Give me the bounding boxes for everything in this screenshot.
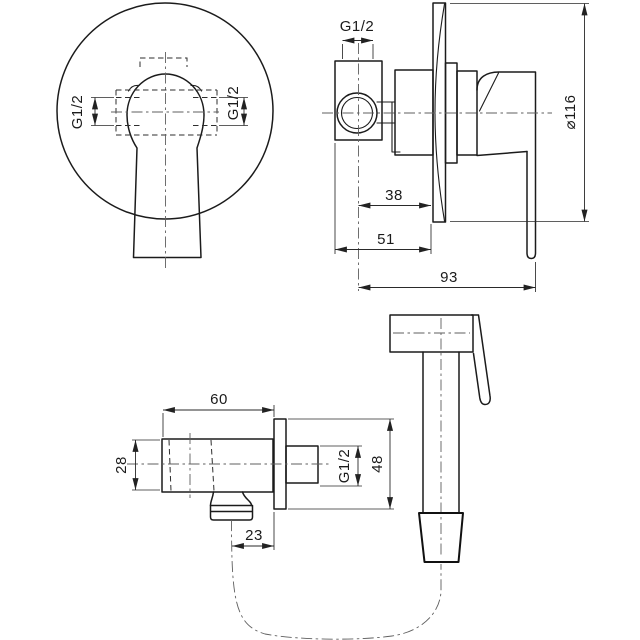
side-inlet-thread-label: G1/2: [339, 18, 375, 35]
outlet-spout-bell: [211, 492, 252, 506]
side-dim-51-label: 51: [377, 231, 395, 248]
side-handle: [477, 72, 536, 259]
side-plate-diameter-label: ⌀116: [561, 94, 579, 130]
outlet-dim-28-label: 28: [112, 456, 130, 474]
outlet-hidden-line-right: [211, 440, 214, 491]
sprayer-head: [390, 315, 473, 352]
outlet-nipple: [286, 446, 318, 483]
outlet-spout-collar: [211, 506, 253, 521]
side-cartridge: [395, 70, 433, 155]
front-port-left-label: G1/2: [68, 94, 86, 130]
outlet-view: [113, 391, 394, 550]
side-step: [392, 102, 400, 152]
outlet-thread-label: G1/2: [335, 448, 353, 484]
sprayer: [390, 315, 490, 562]
outlet-dim-23-label: 23: [245, 527, 263, 544]
front-hidden-top-boss: [140, 58, 187, 67]
sprayer-trigger: [472, 315, 491, 405]
front-view: [57, 3, 273, 268]
hose-centerline: [232, 520, 442, 639]
outlet-dim-48-label: 48: [368, 455, 386, 473]
outlet-hidden-line-left: [169, 440, 171, 491]
side-handle-underside: [477, 152, 527, 156]
side-dim-38-label: 38: [385, 187, 403, 204]
side-plate-face-curve: [435, 4, 445, 221]
outlet-body: [162, 439, 273, 492]
side-view: [322, 3, 589, 292]
side-dim-93-label: 93: [440, 269, 458, 286]
side-handle-facet: [480, 73, 499, 111]
outlet-dim-60-label: 60: [210, 391, 228, 408]
front-port-right-label: G1/2: [224, 85, 242, 121]
